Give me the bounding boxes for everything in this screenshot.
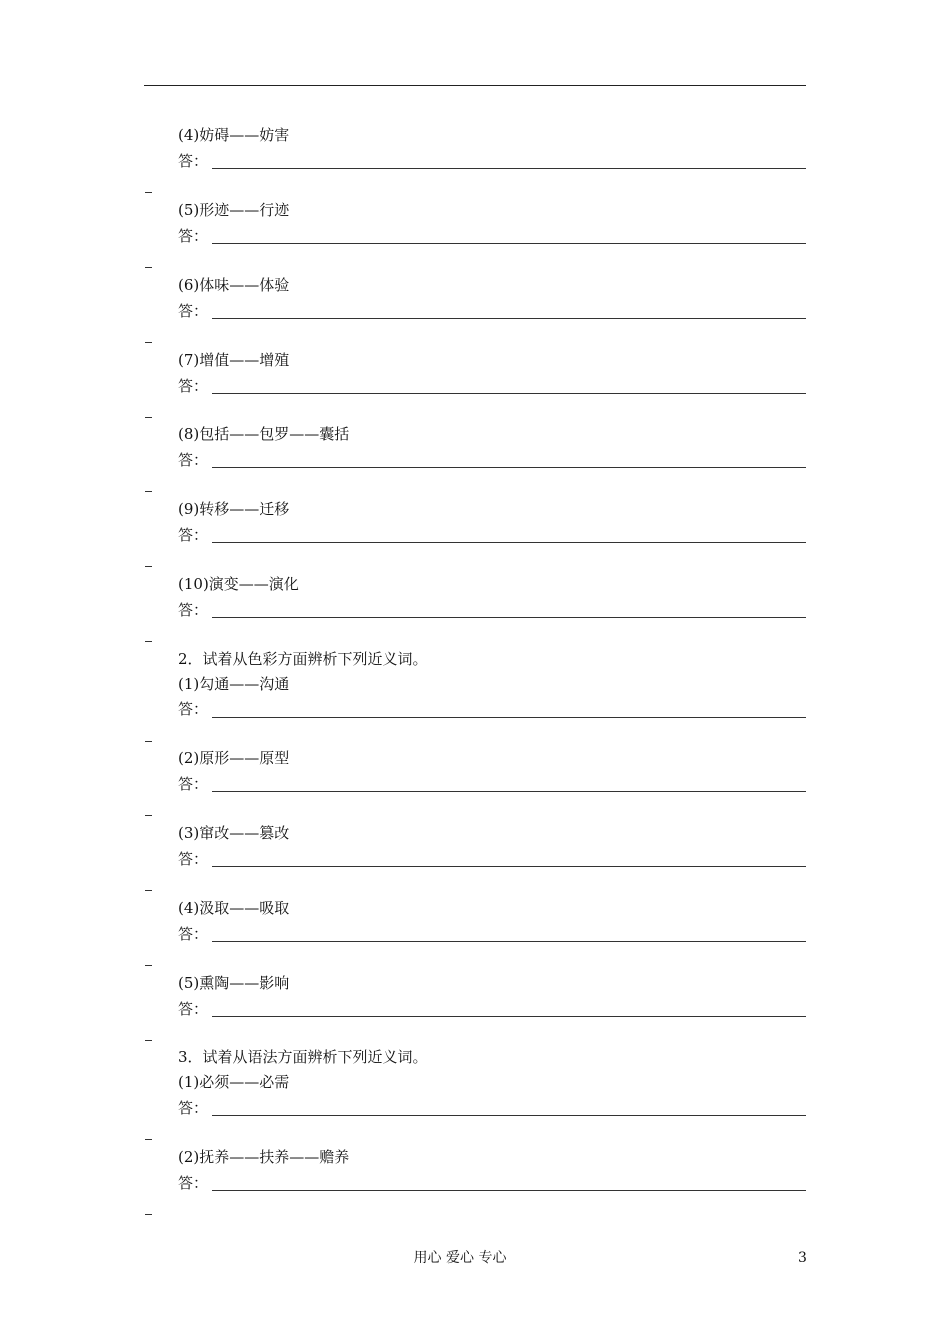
answer-line[interactable] [212,617,806,618]
item-title: (8)包括——包罗——囊括 [178,425,350,443]
answer-line[interactable] [212,243,806,244]
item-title: (4)汲取——吸取 [178,899,290,917]
continuation-mark [145,641,152,642]
answer-line[interactable] [212,941,806,942]
item-title: (2)原形——原型 [178,749,290,767]
item-title: (5)形迹——行迹 [178,201,290,219]
item-title: (9)转移——迁移 [178,500,290,518]
answer-line[interactable] [212,1190,806,1191]
answer-line[interactable] [212,791,806,792]
item-title: (1)勾通——沟通 [178,675,290,693]
item-title: (4)妨碍——妨害 [178,126,290,144]
answer-label: 答： [178,925,209,943]
continuation-mark [145,890,152,891]
continuation-mark [145,267,152,268]
answer-label: 答： [178,850,209,868]
continuation-mark [145,192,152,193]
answer-line[interactable] [212,1016,806,1017]
continuation-mark [145,1214,152,1215]
item-title: (3)窜改——篡改 [178,824,290,842]
continuation-mark [145,491,152,492]
answer-label: 答： [178,377,209,395]
answer-label: 答： [178,227,209,245]
continuation-mark [145,342,152,343]
answer-line[interactable] [212,393,806,394]
item-title: (1)必须——必需 [178,1073,290,1091]
answer-line[interactable] [212,866,806,867]
page-number: 3 [798,1250,807,1266]
answer-line[interactable] [212,542,806,543]
answer-line[interactable] [212,467,806,468]
item-title: (2)抚养——扶养——赡养 [178,1148,350,1166]
continuation-mark [145,566,152,567]
item-title: (6)体味——体验 [178,276,290,294]
question-heading: 2．试着从色彩方面辨析下列近义词。 [178,650,428,668]
answer-line[interactable] [212,168,806,169]
answer-label: 答： [178,1000,209,1018]
footer-slogan: 用心 爱心 专心 [413,1250,507,1266]
item-title: (10)演变——演化 [178,575,299,593]
answer-line[interactable] [212,717,806,718]
continuation-mark [145,1040,152,1041]
continuation-mark [145,965,152,966]
answer-line[interactable] [212,1115,806,1116]
item-title: (7)增值——增殖 [178,351,290,369]
continuation-mark [145,741,152,742]
continuation-mark [145,417,152,418]
answer-label: 答： [178,601,209,619]
answer-label: 答： [178,700,209,718]
answer-label: 答： [178,302,209,320]
answer-label: 答： [178,1099,209,1117]
item-title: (5)熏陶——影响 [178,974,290,992]
answer-label: 答： [178,1174,209,1192]
header-rule [144,85,806,86]
answer-label: 答： [178,526,209,544]
answer-label: 答： [178,152,209,170]
answer-line[interactable] [212,318,806,319]
answer-label: 答： [178,451,209,469]
continuation-mark [145,1139,152,1140]
continuation-mark [145,815,152,816]
answer-label: 答： [178,775,209,793]
question-heading: 3．试着从语法方面辨析下列近义词。 [178,1048,428,1066]
